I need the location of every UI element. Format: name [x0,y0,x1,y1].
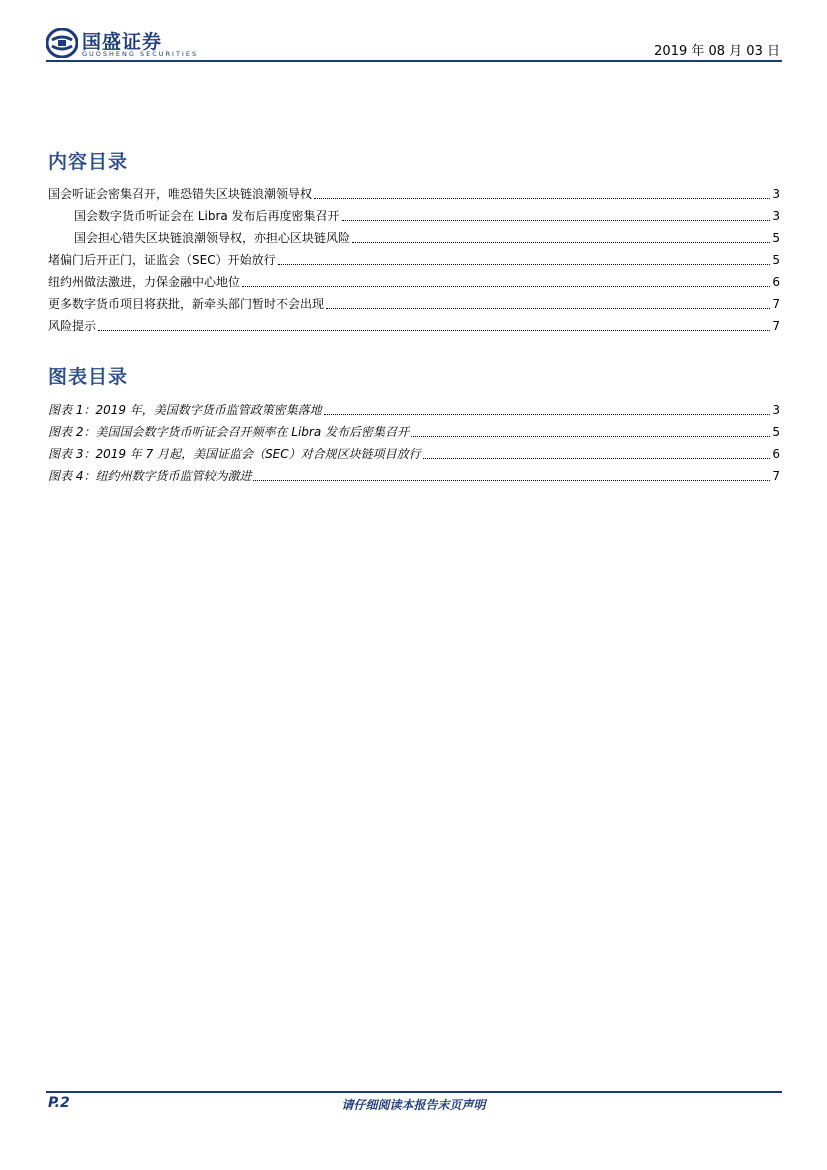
leader-dots [324,414,771,415]
toc-entry[interactable] [48,250,780,268]
figure-entry-text: 图表 2：美国国会数字货币听证会召开频率在 Libra 发布后密集召开 [48,425,410,439]
toc-entry[interactable] [48,184,780,202]
leader-dots [423,458,771,459]
leader-dots [352,242,770,243]
toc-entry[interactable] [48,316,780,334]
toc-entry-page: 5 [772,253,780,267]
logo-text-en: GUOSHENG SECURITIES [82,50,199,58]
leader-dots [314,198,770,199]
figure-entry[interactable] [48,444,780,462]
toc-entry-page: 7 [772,297,780,311]
figures-title: 图表目录 [48,366,129,388]
toc-entry-text: 纽约州做法激进，力保金融中心地位 [48,275,241,289]
footer-divider [46,1091,782,1093]
toc-entry[interactable] [74,228,780,246]
figure-entry-page: 6 [772,447,780,461]
logo-mark-icon [46,28,78,58]
figure-entry-text: 图表 1：2019 年，美国数字货币监管政策密集落地 [48,403,322,417]
toc-entry-text: 国会听证会密集召开，唯恐错失区块链浪潮领导权 [48,187,313,201]
leader-dots [253,480,770,481]
leader-dots [342,220,771,221]
header-divider [46,60,782,62]
toc-title: 内容目录 [48,151,129,173]
toc-entry[interactable] [48,272,780,290]
toc-entry-text: 风险提示 [48,319,97,333]
figure-entry-page: 7 [772,469,780,483]
leader-dots [242,286,770,287]
toc-entry-page: 6 [772,275,780,289]
toc-entry-page: 3 [772,209,780,223]
disclaimer-note: 请仔细阅读本报告末页声明 [341,1098,486,1112]
toc-entry-page: 3 [772,187,780,201]
figure-entry-text: 图表 3：2019 年 7 月起，美国证监会（SEC）对合规区块链项目放行 [48,447,421,461]
page-header [46,26,782,62]
figure-entry[interactable] [48,422,780,440]
figure-entry-text: 图表 4：纽约州数字货币监管较为激进 [48,469,252,483]
leader-dots [98,330,770,331]
logo-text-cn: 国盛证券 [82,31,163,53]
figure-entry[interactable] [48,466,780,484]
report-date: 2019 年 08 月 03 日 [654,44,780,59]
toc-entry[interactable] [48,294,780,312]
company-logo [46,26,206,60]
toc-entry-text: 更多数字货币项目将获批，新牵头部门暂时不会出现 [48,297,325,311]
toc-entry-text: 堵偏门后开正门，证监会（SEC）开始放行 [48,253,276,267]
leader-dots [411,436,770,437]
figure-entry[interactable] [48,400,780,418]
toc-entry-page: 7 [772,319,780,333]
leader-dots [278,264,771,265]
toc-entry-page: 5 [772,231,780,245]
figure-entry-page: 3 [772,403,780,417]
figure-entry-page: 5 [772,425,780,439]
toc-entry[interactable] [74,206,780,224]
toc-entry-text: 国会担心错失区块链浪潮领导权，亦担心区块链风险 [74,231,351,245]
leader-dots [326,308,770,309]
toc-entry-text: 国会数字货币听证会在 Libra 发布后再度密集召开 [74,209,340,223]
page-number: P.2 [48,1095,70,1111]
